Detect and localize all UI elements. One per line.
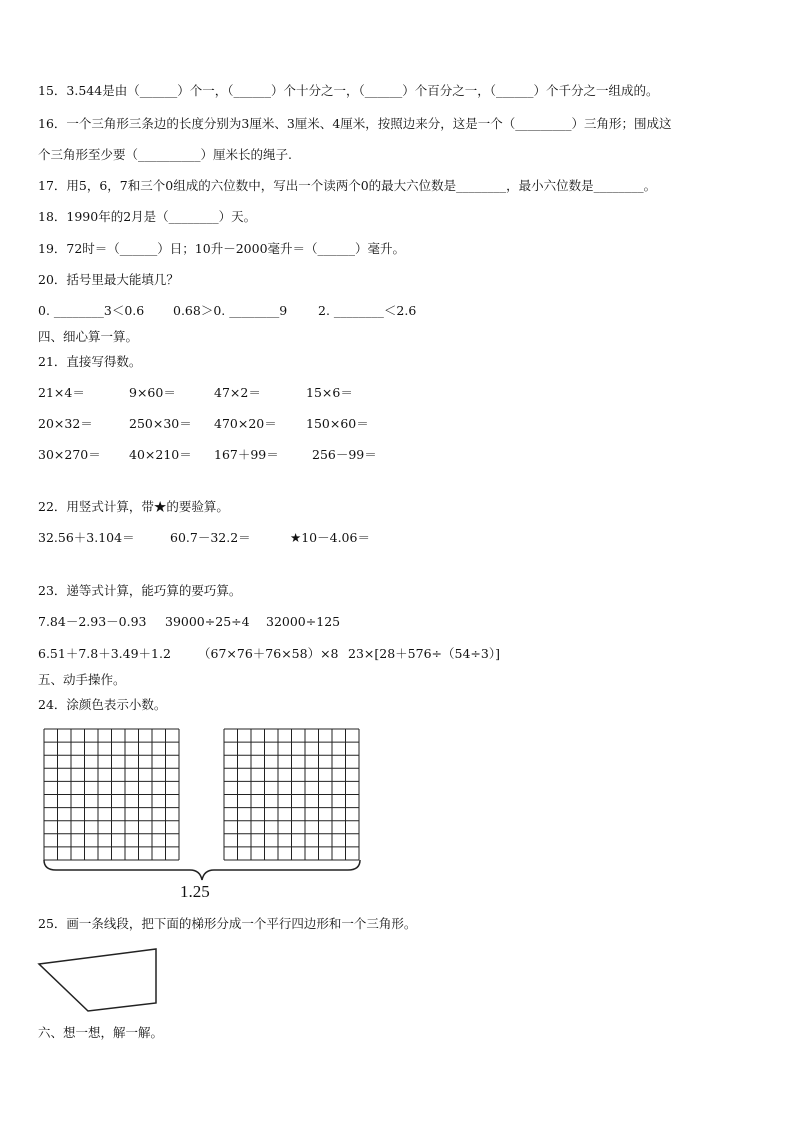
- hundred-grid-right[interactable]: [223, 728, 361, 862]
- question-24: 24．涂颜色表示小数。: [38, 697, 167, 712]
- question-18: 18．1990年的2月是（________）天。: [38, 209, 257, 224]
- trapezoid-figure[interactable]: [35, 945, 161, 1015]
- calc-item: 6.51＋7.8＋3.49＋1.2: [38, 646, 171, 661]
- question-15: 15．3.544是由（______）个一，（______）个十分之一，（______）个百分之一，（______）个千分之一组成的。: [38, 83, 659, 98]
- q20-item: 0.68＞0. ________9: [173, 303, 288, 318]
- section-4-heading: 四、细心算一算。: [38, 329, 139, 344]
- question-20: 20．括号里最大能填几？: [38, 272, 179, 287]
- hundred-grid-left[interactable]: [43, 728, 181, 862]
- calc-item: 20×32＝: [38, 416, 93, 431]
- calc-item: 40×210＝: [129, 447, 192, 462]
- question-19: 19．72时＝（______）日；10升－2000毫升＝（______）毫升。: [38, 241, 406, 256]
- q20-item: 0. ________3＜0.6: [38, 303, 145, 318]
- question-17: 17．用5，6，7和三个0组成的六位数中，写出一个读两个0的最大六位数是________，最小六位数是________。: [38, 178, 657, 193]
- calc-item: 470×20＝: [214, 416, 277, 431]
- question-16-line1: 16．一个三角形三条边的长度分别为3厘米、3厘米、4厘米，按照边来分，这是一个（_________）三角形；围成这: [38, 116, 672, 131]
- q20-item: 2. ________＜2.6: [318, 303, 417, 318]
- calc-item: （67×76＋76×58）×8: [198, 646, 339, 661]
- question-25: 25．画一条线段，把下面的梯形分成一个平行四边形和一个三角形。: [38, 916, 417, 931]
- question-23: 23．递等式计算，能巧算的要巧算。: [38, 583, 242, 598]
- decimal-value-label: 1.25: [180, 882, 210, 901]
- calc-item: 7.84－2.93－0.93: [38, 614, 147, 629]
- calc-item: 167＋99＝: [214, 447, 279, 462]
- calc-item: 15×6＝: [306, 385, 353, 400]
- calc-item: 21×4＝: [38, 385, 85, 400]
- calc-item: 150×60＝: [306, 416, 369, 431]
- calc-item: 256－99＝: [312, 447, 377, 462]
- calc-item: 32.56＋3.104＝: [38, 530, 135, 545]
- calc-item: 9×60＝: [129, 385, 176, 400]
- calc-item: 60.7－32.2＝: [170, 530, 251, 545]
- question-21: 21．直接写得数。: [38, 354, 142, 369]
- calc-item: 32000÷125: [266, 614, 341, 629]
- section-5-heading: 五、动手操作。: [38, 672, 126, 687]
- curly-brace: [40, 858, 364, 884]
- calc-item: 250×30＝: [129, 416, 192, 431]
- calc-item: 39000÷25÷4: [165, 614, 250, 629]
- calc-item: 47×2＝: [214, 385, 261, 400]
- calc-item: 30×270＝: [38, 447, 101, 462]
- calc-item: 23×[28＋576÷（54÷3）]: [348, 646, 500, 661]
- section-6-heading: 六、想一想，解一解。: [38, 1025, 164, 1040]
- question-22: 22．用竖式计算，带★的要验算。: [38, 499, 229, 514]
- calc-item: ★10－4.06＝: [290, 530, 370, 545]
- question-16-line2: 个三角形至少要（__________）厘米长的绳子.: [38, 147, 292, 162]
